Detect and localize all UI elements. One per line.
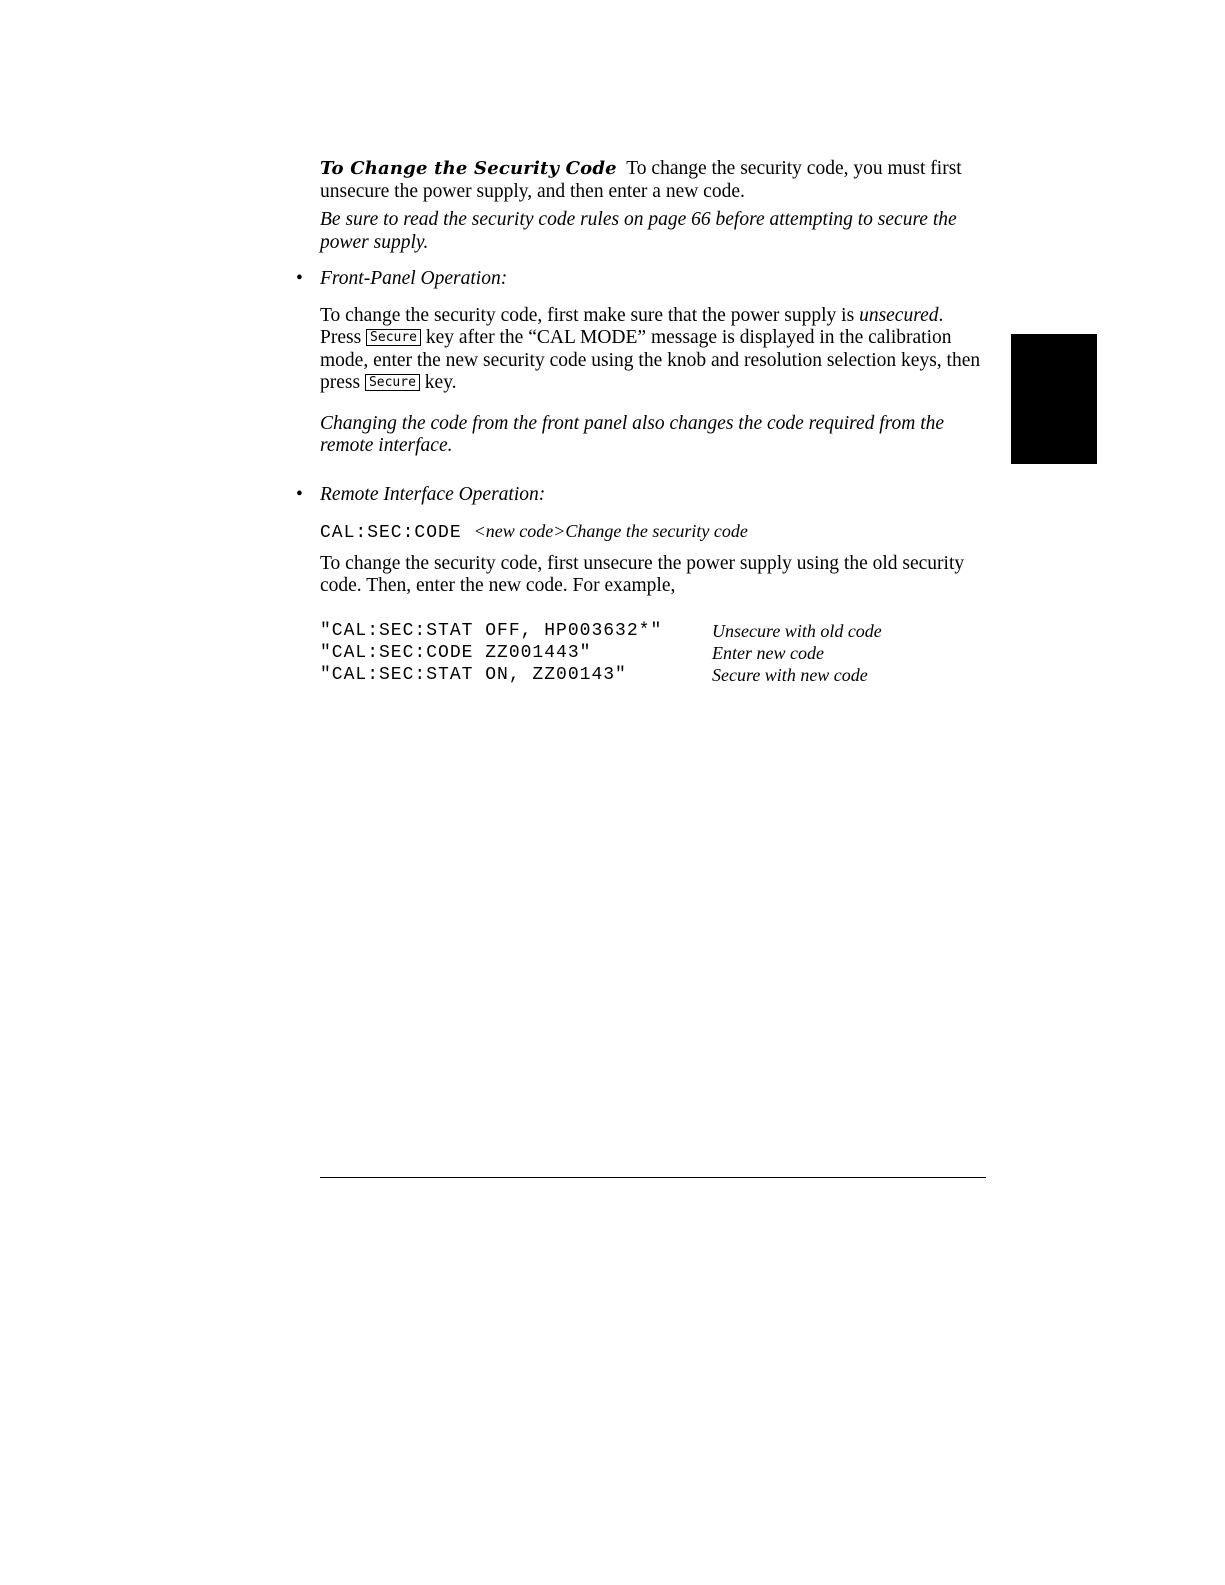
front-panel-text-1: To change the security code, first make sure that the power supply is — [320, 304, 860, 326]
example-row — [320, 664, 986, 686]
front-panel-text-3: key after the “CAL MODE” message is displayed in the calibration mode, enter the new security code using the knob and resolution selection keys, then press — [320, 327, 981, 393]
section-heading: To Change the Security Code — [320, 158, 617, 179]
secure-key: Secure — [366, 329, 421, 346]
example-code: "CAL:SEC:STAT OFF, HP003632*" — [320, 620, 663, 641]
secure-key: Secure — [365, 374, 420, 391]
footer-rule — [320, 1177, 986, 1178]
example-description: Enter new code — [712, 642, 824, 663]
section-intro-paragraph — [320, 158, 986, 203]
page-content — [296, 158, 986, 686]
example-description: Secure with new code — [712, 664, 868, 685]
command-code: CAL:SEC:CODE — [320, 523, 462, 543]
front-panel-note: Changing the code from the front panel also changes the code required from the remote interface. — [320, 412, 945, 456]
front-panel-heading-text: Front-Panel Operation: — [320, 268, 508, 289]
example-description: Unsecure with old code — [712, 620, 882, 641]
command-parameter: <new code> — [473, 521, 566, 541]
remote-section — [296, 483, 986, 686]
command-description: Change the security code — [565, 521, 748, 541]
section-intro-text: To change the security code, you must first unsecure the power supply, and then enter a new code. — [320, 158, 962, 202]
front-panel-text-4: key. — [419, 372, 457, 393]
example-row — [320, 642, 986, 664]
front-panel-text-2: . Press — [320, 304, 944, 348]
security-rules-note: Be sure to read the security code rules on page 66 before attempting to secure the power supply. — [320, 209, 957, 253]
unsecured-emphasis: unsecured — [859, 304, 939, 326]
example-row — [320, 620, 986, 642]
example-code: "CAL:SEC:STAT ON, ZZ00143" — [320, 664, 627, 685]
front-panel-heading — [296, 268, 986, 291]
remote-paragraph: To change the security code, first unsecure the power supply using the old security code. Then, enter the new code. For example, — [320, 552, 965, 596]
remote-heading — [296, 483, 986, 507]
front-panel-paragraph — [320, 305, 986, 395]
command-line — [320, 520, 986, 545]
bullet-dot: • — [296, 268, 303, 289]
example-table — [320, 620, 986, 686]
remote-heading-text: Remote Interface Operation: — [320, 483, 546, 505]
bullet-dot: • — [296, 483, 303, 505]
front-panel-section — [296, 268, 986, 458]
chapter-tab — [1011, 334, 1097, 464]
example-code: "CAL:SEC:CODE ZZ001443" — [320, 642, 592, 663]
